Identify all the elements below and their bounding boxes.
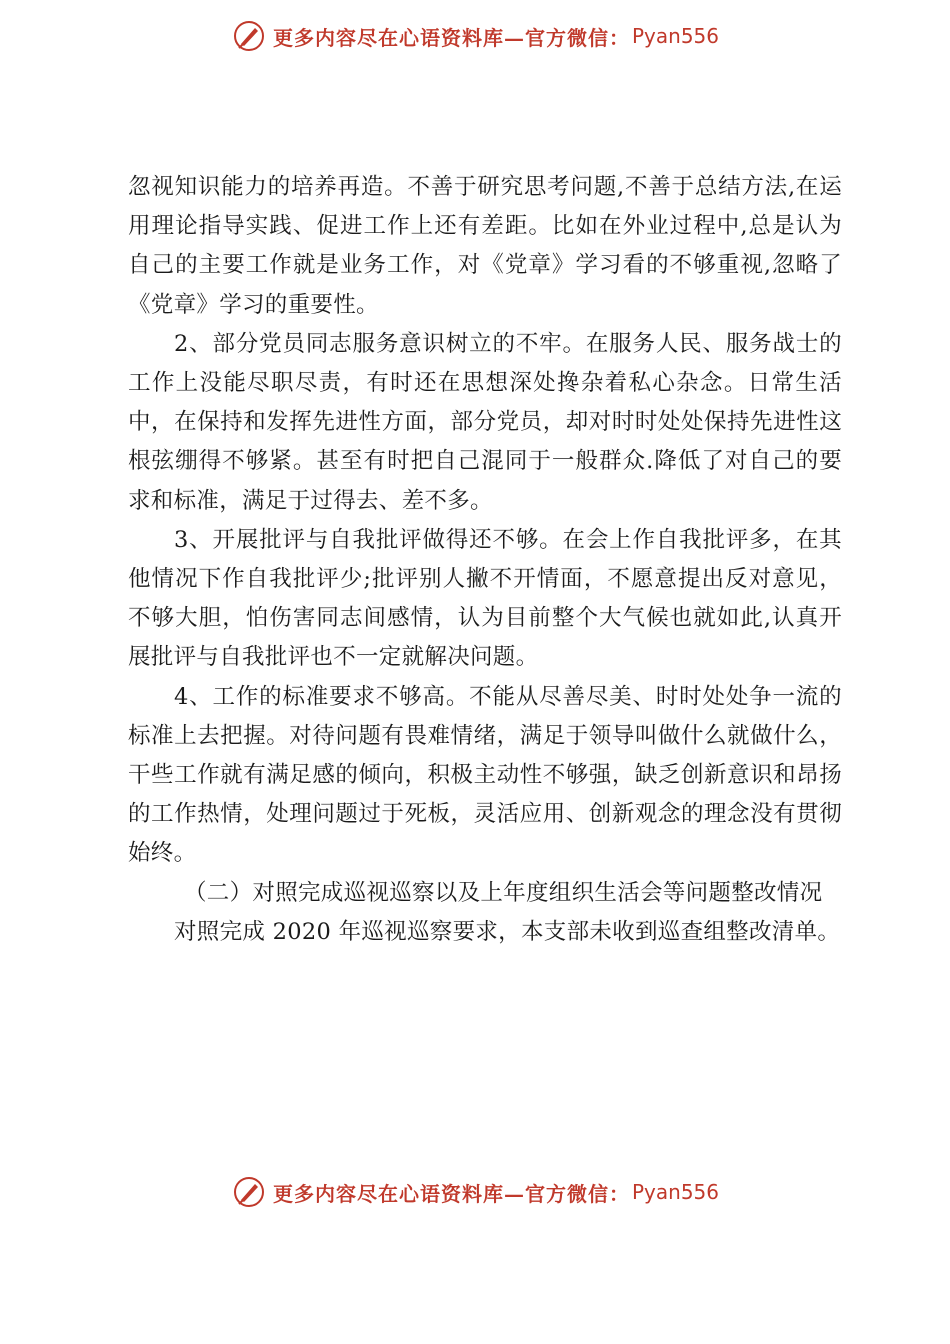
paragraph-1: 忽视知识能力的培养再造。不善于研究思考问题,不善于总结方法,在运用理论指导实践、促进工作上还有差距。比如在外业过程中,总是认为自己的主要工作就是业务工作，对《党章》学习看的不够重视,忽略了《党章》学习的重要性。 [128,174,842,318]
banner-text: 更多内容尽在心语资料库—官方微信： [272,25,630,50]
quill-logo-icon [231,18,267,54]
paragraph-4: 4、工作的标准要求不够高。不能从尽善尽美、时时处处争一流的标准上去把握。对待问题有畏难情绪，满足于领导叫做什么就做什么，干些工作就有满足感的倾向，积极主动性不够强，缺乏创新意识和昂扬的工作热情，处理问题过于死板，灵活应用、创新观念的理念没有贯彻始终。 [128,683,842,867]
banner-account: Pyan556 [631,24,719,48]
section-heading: （二）对照完成巡视巡察以及上年度组织生活会等问题整改情况 [184,879,823,906]
paragraph-5: 对照完成 2020 年巡视巡察要求，本支部未收到巡查组整改清单。 [174,918,841,945]
paragraph-3: 3、开展批评与自我批评做得还不够。在会上作自我批评多，在其他情况下作自我批评少;批评别人撇不开情面，不愿意提出反对意见，不够大胆，怕伤害同志间感情，认为目前整个大气候也就如此,认真开展批评与自我批评也不一定就解决问题。 [128,526,842,671]
document-body [128,168,842,952]
header-banner [0,16,950,56]
paragraph-2: 2、部分党员同志服务意识树立的不牢。在服务人民、服务战士的工作上没能尽职尽责，有时还在思想深处搀杂着私心杂念。日常生活中，在保持和发挥先进性方面，部分党员，却对时时处处保持先进性这根弦绷得不够紧。甚至有时把自己混同于一般群众.降低了对自己的要求和标准，满足于过得去、差不多。 [128,330,842,514]
banner-account: Pyan556 [631,1180,719,1204]
banner-text: 更多内容尽在心语资料库—官方微信： [272,1181,630,1206]
footer-banner [0,1172,950,1212]
quill-logo-icon [231,1174,267,1210]
